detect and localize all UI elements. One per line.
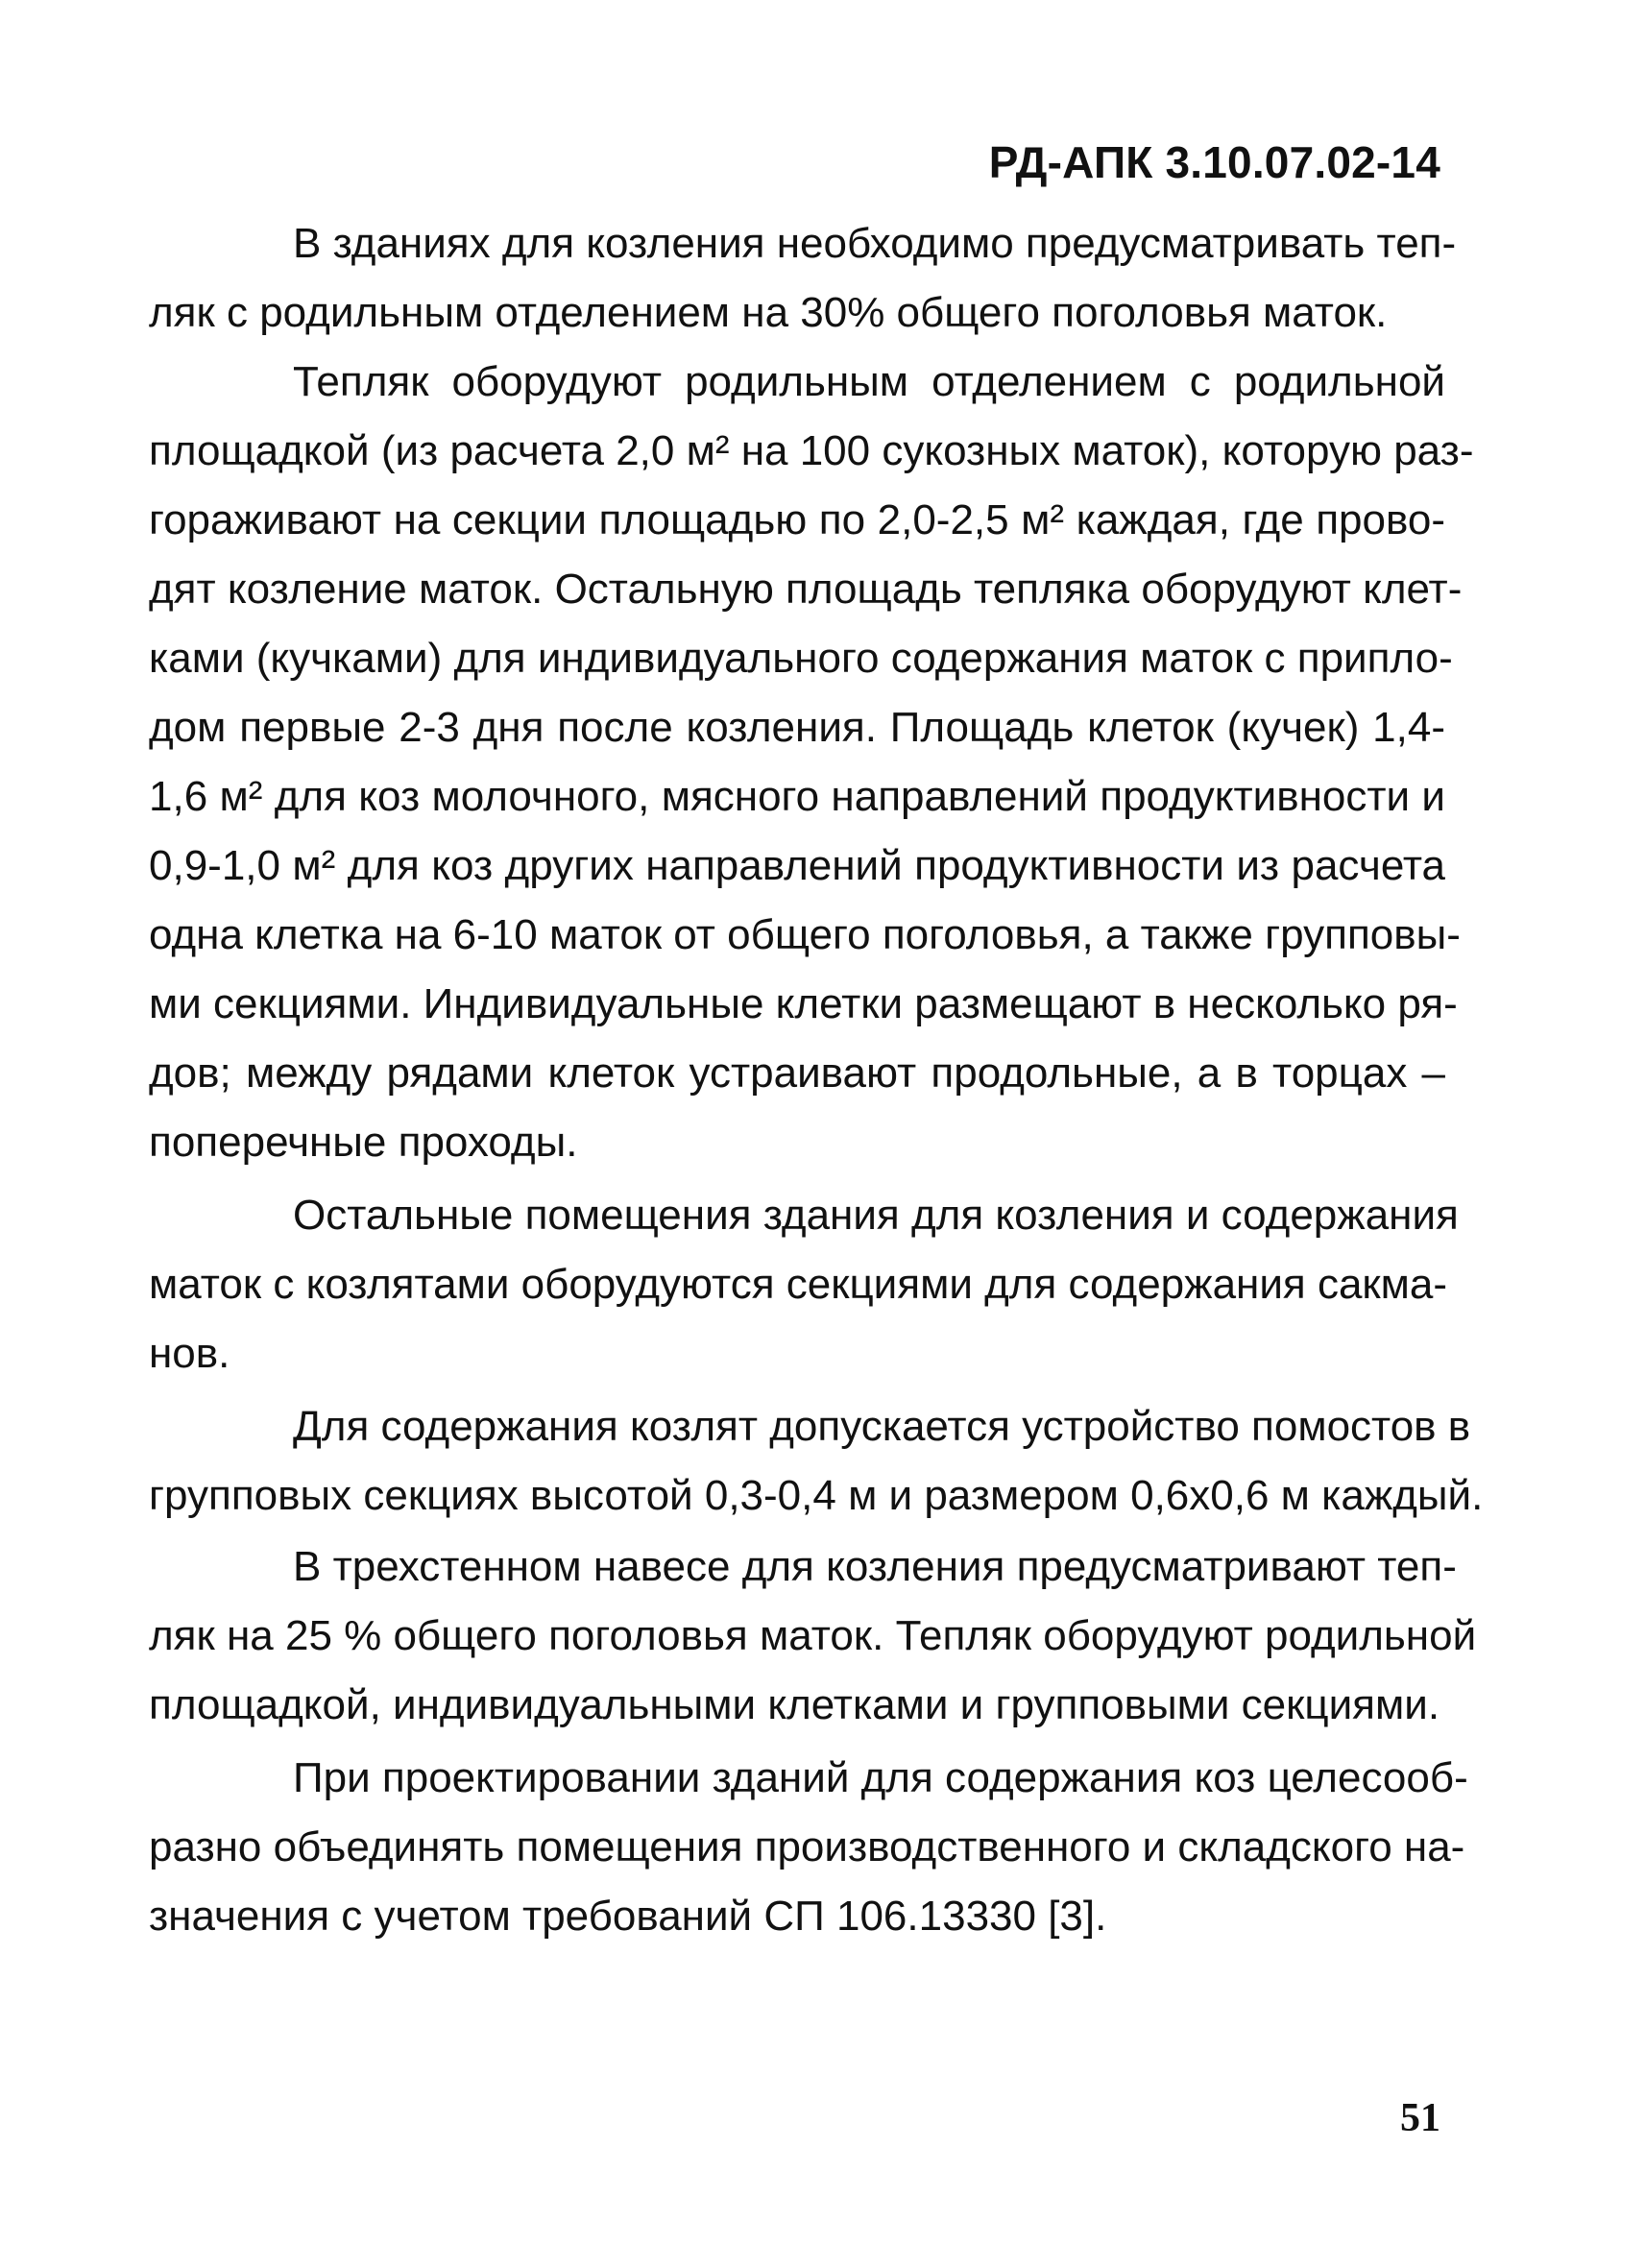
- text-line: значения с учетом требований СП 106.13330 [3].: [149, 1893, 1107, 1940]
- document-code-header: РД-АПК 3.10.07.02-14: [988, 137, 1440, 187]
- page-number: 51: [1400, 2096, 1440, 2140]
- text-line: В зданиях для козления необходимо предусматривать теп-: [293, 220, 1457, 267]
- text-line: дов; между рядами клеток устраивают продольные, а в торцах –: [149, 1050, 1445, 1097]
- text-line: ками (кучками) для индивидуального содержания маток с припло-: [149, 635, 1453, 682]
- text-line: дят козление маток. Остальную площадь тепляка оборудуют клет-: [149, 566, 1463, 613]
- paragraph-3: [149, 1181, 1459, 1388]
- text-line: площадкой (из расчета 2,0 м² на 100 сукозных маток), которую раз-: [149, 427, 1474, 474]
- text-line: площадкой, индивидуальными клетками и групповыми секциями.: [149, 1681, 1440, 1728]
- text-line: групповых секциях высотой 0,3-0,4 м и размером 0,6х0,6 м каждый.: [149, 1472, 1484, 1519]
- text-line: дом первые 2-3 дня после козления. Площадь клеток (кучек) 1,4-: [149, 704, 1445, 751]
- paragraph-2: [149, 348, 1474, 1177]
- paragraph-5: [149, 1532, 1477, 1740]
- text-line: 1,6 м² для коз молочного, мясного направлений продуктивности и: [149, 773, 1445, 820]
- text-line: Остальные помещения здания для козления и содержания: [293, 1192, 1459, 1239]
- text-line: ми секциями. Индивидуальные клетки размещают в несколько ря-: [149, 980, 1458, 1027]
- text-line: гораживают на секции площадью по 2,0-2,5 м² каждая, где прово-: [149, 496, 1445, 543]
- text-line: Для содержания козлят допускается устройство помостов в: [293, 1403, 1471, 1450]
- text-line: поперечные проходы.: [149, 1119, 578, 1166]
- text-line: маток с козлятами оборудуются секциями для содержания сакма-: [149, 1261, 1448, 1308]
- text-line: нов.: [149, 1330, 230, 1377]
- text-line: 0,9-1,0 м² для коз других направлений продуктивности из расчета: [149, 842, 1445, 889]
- paragraph-4: [149, 1392, 1484, 1531]
- text-line: В трехстенном навесе для козления предусматривают теп-: [293, 1543, 1457, 1590]
- text-line: При проектировании зданий для содержания коз целесооб-: [293, 1754, 1468, 1801]
- text-line: ляк с родильным отделением на 30% общего поголовья маток.: [149, 289, 1388, 336]
- text-line: разно объединять помещения производственного и складского на-: [149, 1823, 1465, 1870]
- text-line: одна клетка на 6-10 маток от общего поголовья, а также групповы-: [149, 911, 1461, 958]
- text-line: Тепляк оборудуют родильным отделением с родильной: [293, 358, 1445, 405]
- paragraph-1: [149, 209, 1457, 348]
- text-line: ляк на 25 % общего поголовья маток. Тепляк оборудуют родильной: [149, 1612, 1477, 1659]
- body-text: [149, 209, 1484, 1951]
- paragraph-6: [149, 1744, 1468, 1951]
